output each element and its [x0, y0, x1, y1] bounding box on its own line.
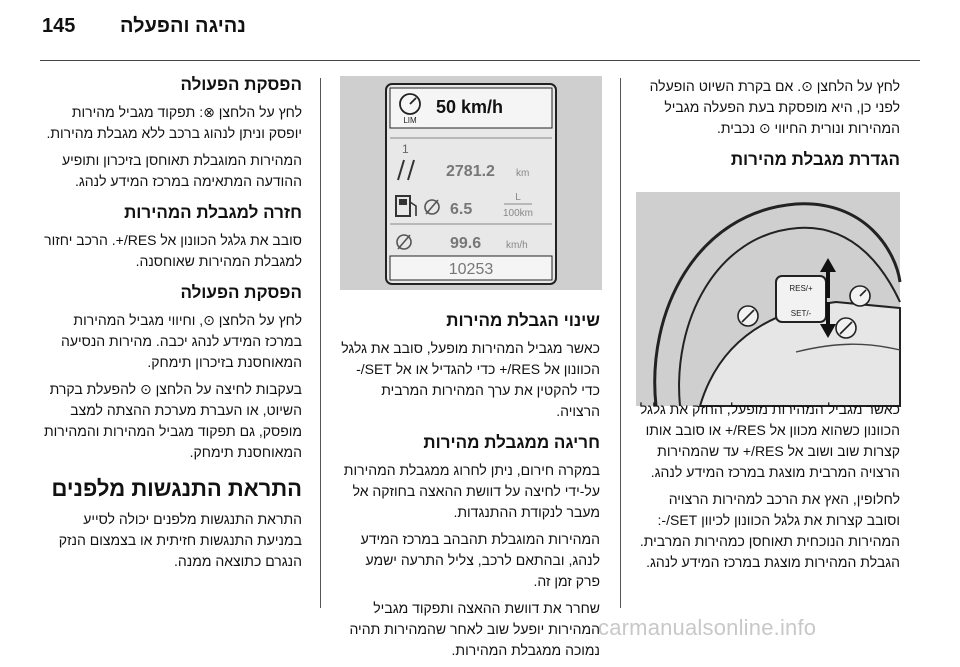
column-right	[636, 76, 900, 579]
heading-resume-speed-limit: חזרה למגבלת המהירות	[124, 203, 302, 222]
heading-set-speed-limit: הגדרת מגבלת מהירות	[730, 150, 900, 169]
header-rule	[40, 60, 920, 61]
fuel-unit-bottom: 100km	[502, 208, 534, 219]
heading-forward-collision-alert: התראת התנגשות מלפנים	[51, 476, 302, 501]
column-left	[40, 74, 302, 578]
trip-odometer-unit: km	[516, 168, 530, 179]
exceed-text-2: המהירות המוגבלת תהבהב במרכז המידע לנהג, ובהתאם לרכב, צליל התרעה ישמע פרק זמן זה.	[360, 531, 600, 589]
driver-info-display-figure	[340, 76, 602, 290]
limiter-activate-text: לחץ על הלחצן ⊙. אם בקרת השיוט הופעלה לפני כן, היא מופסקת בעת הפעלה מגביל המהירות ונורית החיווי ⊙ נכבית.	[649, 78, 900, 136]
figure-spacer	[636, 177, 900, 399]
speed-icon-label: LIM	[403, 116, 417, 125]
fuel-consumption-value: 6.5	[450, 201, 473, 218]
column-middle	[338, 300, 600, 667]
heading-pause-function: הפסקת הפעולה	[180, 75, 302, 94]
deactivate-text-2: בעקבות לחיצה על הלחצן ⊙ להפעלת בקרת השיוט, או העברת מערכת ההצתה למצב מופסק, גם תפקוד מגביל המהירות והמהירות המאוחסנת תימחק.	[43, 381, 302, 460]
heading-exceed-speed-limit: חריגה ממגבלת מהירות	[423, 433, 600, 452]
column-divider-left	[320, 78, 321, 608]
fuel-unit-top: L	[515, 192, 521, 203]
page-header	[0, 0, 960, 62]
exceed-text-1: במקרה חירום, ניתן לחרוג ממגבלת המהירות על-ידי לחיצה על דוושת ההאצה בחוזקה אל מעבר לנקודת ההתנגדות.	[343, 462, 600, 520]
limit-speed-value: 50 km/h	[436, 97, 504, 117]
trip-number: 1	[402, 142, 409, 156]
page-number: 145	[42, 15, 76, 37]
change-speed-text: כאשר מגביל המהירות מופעל, סובב את גלגל הכוונון אל RES/+ כדי להגדיל או אל SET/- כדי להקטין את ערך המהירות המרבית הרצויה.	[341, 340, 600, 419]
set-speed-text-1: כאשר מגביל המהירות מופעל, החזק את גלגל הכוונון כשהוא מכוון אל RES/+ או סובב אותו קצרות שוב ושוב אל RES/+ עד שהמהירות הרצויה המרבית מוצגת במרכז המידע לנהג.	[639, 401, 900, 480]
heading-deactivate-function: הפסקת הפעולה	[180, 283, 302, 302]
resume-text: סובב את גלגל הכוונון אל RES/+. הרכב יחזור למגבלת המהירות שאוחסנה.	[44, 232, 302, 269]
average-speed-value: 99.6	[450, 235, 482, 252]
average-speed-unit: km/h	[506, 240, 528, 251]
res-label: RES/+	[789, 284, 813, 293]
heading-change-speed-limit: שינוי הגבלת מהירות	[446, 311, 600, 330]
driver-info-display-illustration	[340, 76, 602, 290]
set-label: SET/-	[790, 309, 812, 318]
watermark: carmanualsonline.info	[598, 615, 817, 640]
pause-text-2: המהירות המוגבלת תאוחסן בזיכרון ותופיע ההודעה המתאימה במרכז המידע לנהג.	[61, 152, 302, 189]
trip-odometer-value: 2781.2	[446, 163, 495, 180]
total-odometer-value: 10253	[448, 261, 494, 278]
pause-text-1: לחץ על הלחצן ⊗: תפקוד מגביל מהירות יופסק וניתן לנהוג ברכב ללא מגבלת מהירות.	[46, 104, 302, 141]
deactivate-text-1: לחץ על הלחצן ⊙, וחיווי מגביל המהירות במרכז המידע לנהג יכבה. מהירות הנסיעה המאוחסנת בזיכרון תימחק.	[61, 312, 302, 370]
set-speed-text-2: לחלופין, האץ את הרכב למהירות הרצויה וסובב קצרות את גלגל הכוונון לכיוון SET/-: המהירות הנוכחית תאוחסן כמהירות המרבית. הגבלת המהירות מוצגת במרכז המידע לנהג.	[639, 491, 900, 570]
exceed-text-3: שחרר את דוושת ההאצה ותפקוד מגביל המהירות יופעל שוב לאחר שהמהירות תהיה נמוכה ממגבלת המהירות.	[349, 600, 600, 658]
chapter-title: נהיגה והפעלה	[120, 15, 246, 37]
column-divider-right	[620, 78, 621, 608]
forward-collision-text: התראת התנגשות מלפנים יכולה לסייע במניעת התנגשות חזיתית או בצמצום הנזק הנגרם כתוצאה ממנה.	[58, 511, 302, 569]
